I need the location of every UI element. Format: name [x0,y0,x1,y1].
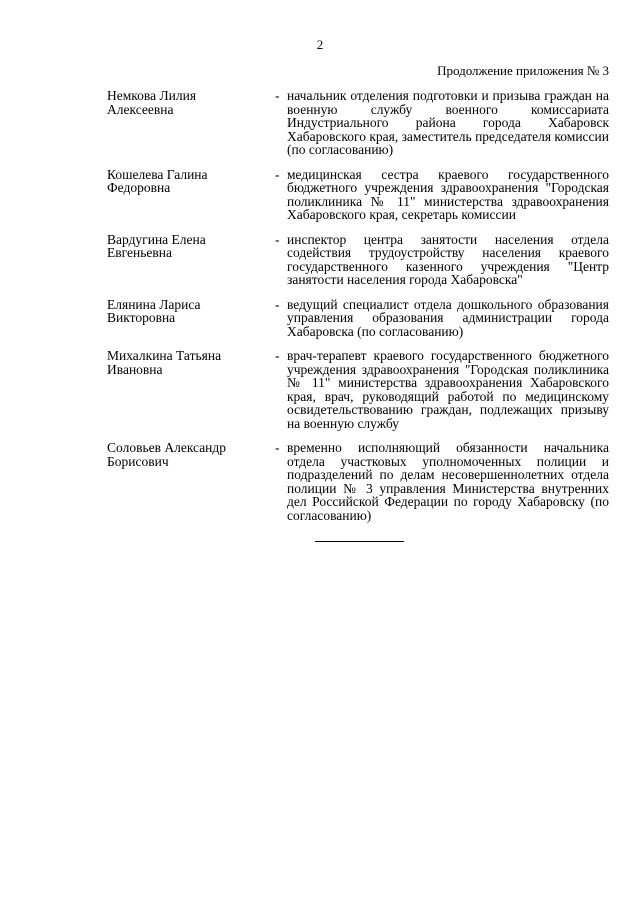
entry-dash: - [275,231,280,247]
end-of-list-rule [315,541,404,542]
member-name: Елянина Лариса Викторовна [107,296,201,325]
member-entry [107,441,609,522]
member-position: медицинская сестра краевого государственного бюджетного учреждения здравоохранения "Городская поликлиника № 11" министерства здравоохранения Хабаровского края, секретарь комиссии [287,166,609,222]
page-number: 2 [316,37,324,52]
member-entry [107,168,609,222]
member-name: Михалкина Татьяна Ивановна [107,348,222,377]
member-name: Кошелева Галина Федоровна [107,166,208,195]
member-name: Соловьев Александр Борисович [107,440,227,469]
member-entry [107,349,609,430]
member-entry [107,89,609,157]
commission-member-list [107,89,609,533]
entry-dash: - [275,166,280,182]
member-position: начальник отделения подготовки и призыва граждан на военную службу военного комиссариата Индустриального района города Хабаровск Хабаровского края, заместитель председателя комиссии (по согласованию) [287,88,609,157]
member-position: инспектор центра занятости населения отдела содействия трудоустройству населения краевого государственного казенного учреждения "Центр занятости населения города Хабаровска" [287,231,609,287]
entry-dash: - [275,348,280,363]
member-name: Немкова Лилия Алексеевна [107,88,197,117]
member-name: Вардугина Елена Евгеньевна [107,231,206,260]
entry-dash: - [275,88,280,103]
entry-dash: - [275,440,280,455]
entry-dash: - [275,296,280,312]
appendix-continuation-note: Продолжение приложения № 3 [437,63,609,78]
member-position: временно исполняющий обязанности начальника отдела участковых уполномоченных полиции и подразделений по делам несовершеннолетних отдела полиции № 3 управления Министерства внутренних дел Российской Федерации по городу Хабаровску (по согласованию) [287,440,609,523]
member-entry [107,233,609,287]
member-entry [107,298,609,339]
member-position: врач-терапевт краевого государственного бюджетного учреждения здравоохранения "Городская поликлиника № 11" министерства здравоохранения Хабаровского края, врач, руководящий работой по медицинскому освидетельствованию граждан, подлежащих призыву на военную службу [287,348,609,431]
member-position: ведущий специалист отдела дошкольного образования управления образования администрации города Хабаровска (по согласованию) [287,296,609,339]
